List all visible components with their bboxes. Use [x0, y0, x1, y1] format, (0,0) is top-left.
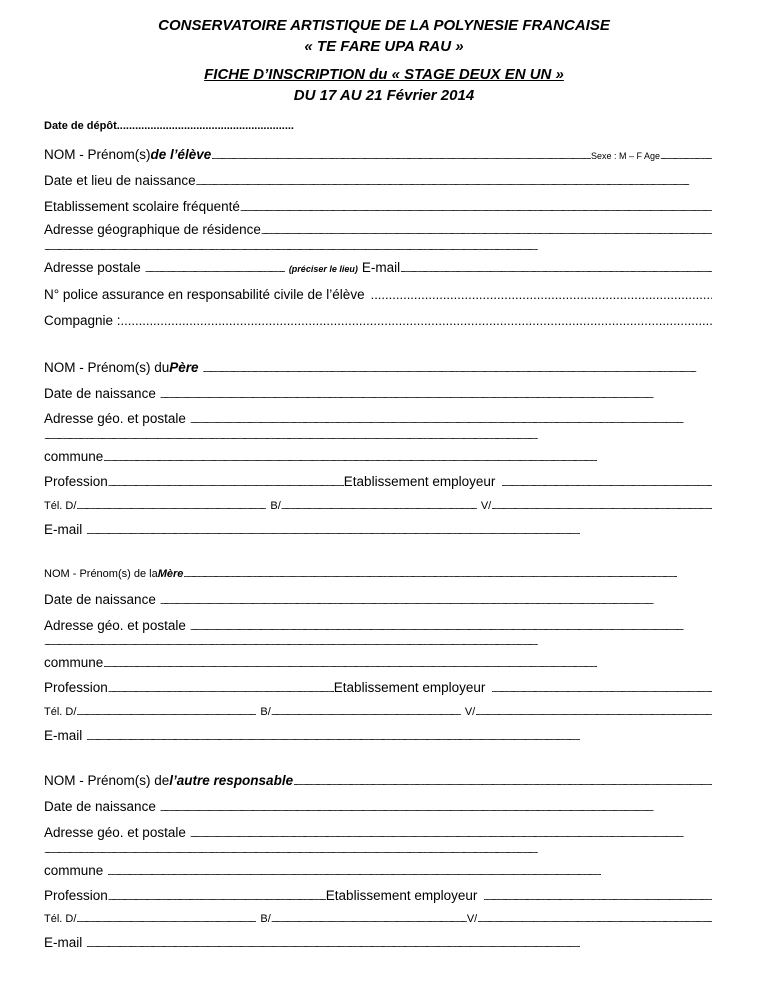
title-fiche-inscription: FICHE D’INSCRIPTION du « STAGE DEUX EN UN »	[204, 66, 564, 83]
pere-commune-field[interactable]	[103, 453, 712, 463]
autre-adresse-field2[interactable]	[44, 845, 712, 855]
eleve-compagnie-row	[44, 313, 712, 328]
autre-tel-v-field[interactable]	[477, 914, 712, 924]
autre-tel-b-label: B/	[260, 913, 271, 925]
mere-tel-d-field[interactable]	[76, 707, 256, 717]
pere-nom-emph: Père	[169, 360, 199, 375]
date-depot-label: Date de dépôt	[44, 120, 117, 132]
pere-tel-v-label: V/	[480, 500, 492, 512]
mere-profession-field[interactable]	[108, 684, 334, 694]
autre-naissance-label: Date de naissance	[44, 799, 156, 814]
mere-nom-label: NOM - Prénom(s) de la	[44, 568, 158, 580]
mere-tel-row	[44, 706, 712, 718]
pere-nom-label: NOM - Prénom(s) du	[44, 360, 170, 375]
pere-employeur-label: Etablissement employeur	[343, 474, 496, 489]
pere-email-row	[44, 522, 712, 537]
autre-profession-label: Profession	[44, 888, 108, 903]
pere-adresse-label: Adresse géo. et postale	[44, 411, 186, 426]
mere-naissance-label: Date de naissance	[44, 592, 156, 607]
pere-naissance-label: Date de naissance	[44, 386, 156, 401]
mere-adresse-row2	[44, 637, 712, 647]
eleve-nom-label: NOM - Prénom(s)	[44, 147, 151, 162]
pere-commune-row	[44, 449, 712, 464]
mere-adresse-row	[44, 618, 712, 633]
autre-employeur-field[interactable]	[483, 892, 712, 902]
pere-adresse-row2	[44, 431, 712, 441]
eleve-assurance-field[interactable]	[371, 287, 712, 302]
autre-commune-label: commune	[44, 863, 104, 878]
pere-nom-field[interactable]	[203, 364, 712, 374]
eleve-adresse-geo-label: Adresse géographique de résidence	[44, 222, 261, 237]
eleve-adresse-geo-field2[interactable]	[44, 242, 712, 252]
pere-nom-row	[44, 360, 712, 375]
mere-adresse-field2[interactable]	[44, 637, 712, 647]
pere-profession-row	[44, 474, 712, 489]
mere-employeur-label: Etablissement employeur	[333, 680, 486, 695]
eleve-adresse-postale-row	[44, 260, 712, 275]
autre-email-row	[44, 935, 712, 950]
autre-tel-d-field[interactable]	[76, 914, 256, 924]
eleve-preciser-label: (préciser le lieu)	[288, 264, 358, 274]
pere-email-label: E-mail	[44, 522, 83, 537]
eleve-adresse-geo-row2	[44, 242, 712, 252]
autre-employeur-label: Etablissement employeur	[325, 888, 478, 903]
mere-adresse-label: Adresse géo. et postale	[44, 618, 186, 633]
eleve-adresse-geo-field[interactable]	[261, 226, 712, 236]
pere-adresse-row	[44, 411, 712, 426]
pere-tel-row	[44, 500, 712, 512]
mere-tel-v-field[interactable]	[475, 707, 712, 717]
eleve-email-label: E-mail	[361, 260, 401, 275]
autre-commune-row	[44, 863, 712, 878]
mere-commune-label: commune	[44, 655, 104, 670]
pere-tel-v-field[interactable]	[491, 501, 712, 511]
pere-tel-b-field[interactable]	[281, 501, 477, 511]
autre-email-field[interactable]	[86, 939, 712, 949]
autre-nom-label: NOM - Prénom(s) de	[44, 773, 170, 788]
eleve-adresse-postale-label: Adresse postale	[44, 260, 141, 275]
eleve-etablissement-field[interactable]	[240, 203, 712, 213]
pere-employeur-field[interactable]	[501, 478, 712, 488]
autre-tel-row	[44, 913, 712, 925]
autre-nom-field[interactable]	[293, 777, 712, 787]
mere-commune-row	[44, 655, 712, 670]
pere-profession-label: Profession	[44, 474, 108, 489]
pere-naissance-row	[44, 386, 712, 401]
autre-tel-d-label: Tél. D/	[44, 913, 77, 925]
autre-profession-row	[44, 888, 712, 903]
autre-naissance-field[interactable]	[160, 803, 712, 813]
autre-adresse-row	[44, 825, 712, 840]
eleve-compagnie-field[interactable]	[121, 313, 712, 328]
date-depot-field[interactable]	[117, 120, 294, 132]
eleve-etablissement-row	[44, 199, 712, 214]
pere-tel-d-field[interactable]	[76, 501, 266, 511]
autre-email-label: E-mail	[44, 935, 83, 950]
mere-tel-d-label: Tél. D/	[44, 706, 77, 718]
mere-tel-v-label: V/	[464, 706, 476, 718]
mere-profession-label: Profession	[44, 680, 108, 695]
title-dates: DU 17 AU 21 Février 2014	[293, 87, 475, 104]
autre-commune-field[interactable]	[107, 867, 712, 877]
mere-employeur-field[interactable]	[491, 684, 712, 694]
eleve-adresse-postale-field[interactable]	[145, 264, 285, 274]
eleve-nom-field[interactable]	[211, 151, 591, 161]
autre-tel-b-field[interactable]	[271, 914, 467, 924]
date-depot-row	[44, 120, 294, 132]
mere-naissance-row	[44, 592, 712, 607]
autre-profession-field[interactable]	[108, 892, 326, 902]
pere-naissance-field[interactable]	[160, 390, 712, 400]
eleve-email-field[interactable]	[400, 264, 712, 274]
pere-adresse-field[interactable]	[190, 415, 712, 425]
eleve-compagnie-label: Compagnie :	[44, 313, 121, 328]
eleve-assurance-row	[44, 287, 712, 302]
eleve-etablissement-label: Etablissement scolaire fréquenté	[44, 199, 240, 214]
pere-tel-d-label: Tél. D/	[44, 500, 77, 512]
mere-commune-field[interactable]	[103, 659, 712, 669]
mere-nom-row	[44, 568, 712, 580]
mere-email-row	[44, 728, 712, 743]
title-fare-upa-rau: « TE FARE UPA RAU »	[304, 38, 464, 55]
title-conservatoire: CONSERVATOIRE ARTISTIQUE DE LA POLYNESIE FRANCAISE	[158, 17, 610, 34]
autre-naissance-row	[44, 799, 712, 814]
eleve-naissance-field[interactable]	[196, 177, 712, 187]
eleve-nom-row	[44, 147, 712, 162]
mere-nom-field[interactable]	[183, 569, 712, 579]
eleve-sexe-label: Sexe : M – F Age	[590, 151, 660, 161]
pere-commune-label: commune	[44, 449, 104, 464]
mere-adresse-field[interactable]	[190, 622, 712, 632]
pere-adresse-field2[interactable]	[44, 431, 712, 441]
autre-nom-emph: l’autre responsable	[169, 773, 294, 788]
eleve-nom-emph: de l’élève	[150, 147, 212, 162]
mere-profession-row	[44, 680, 712, 695]
eleve-age-field[interactable]	[660, 151, 712, 161]
autre-adresse-label: Adresse géo. et postale	[44, 825, 186, 840]
autre-adresse-row2	[44, 845, 712, 855]
mere-nom-emph: Mère	[157, 568, 184, 580]
pere-tel-b-label: B/	[270, 500, 281, 512]
mere-naissance-field[interactable]	[160, 596, 712, 606]
pere-email-field[interactable]	[86, 526, 712, 536]
eleve-assurance-label: N° police assurance en responsabilité civile de l’élève	[44, 287, 365, 302]
autre-nom-row	[44, 773, 712, 788]
eleve-naissance-row	[44, 173, 712, 188]
mere-email-label: E-mail	[44, 728, 83, 743]
mere-tel-b-field[interactable]	[271, 707, 461, 717]
eleve-adresse-geo-row	[44, 222, 712, 237]
autre-adresse-field[interactable]	[190, 829, 712, 839]
mere-email-field[interactable]	[86, 732, 712, 742]
autre-tel-v-label: V/	[466, 913, 478, 925]
pere-profession-field[interactable]	[108, 478, 344, 488]
mere-tel-b-label: B/	[260, 706, 271, 718]
eleve-naissance-label: Date et lieu de naissance	[44, 173, 196, 188]
